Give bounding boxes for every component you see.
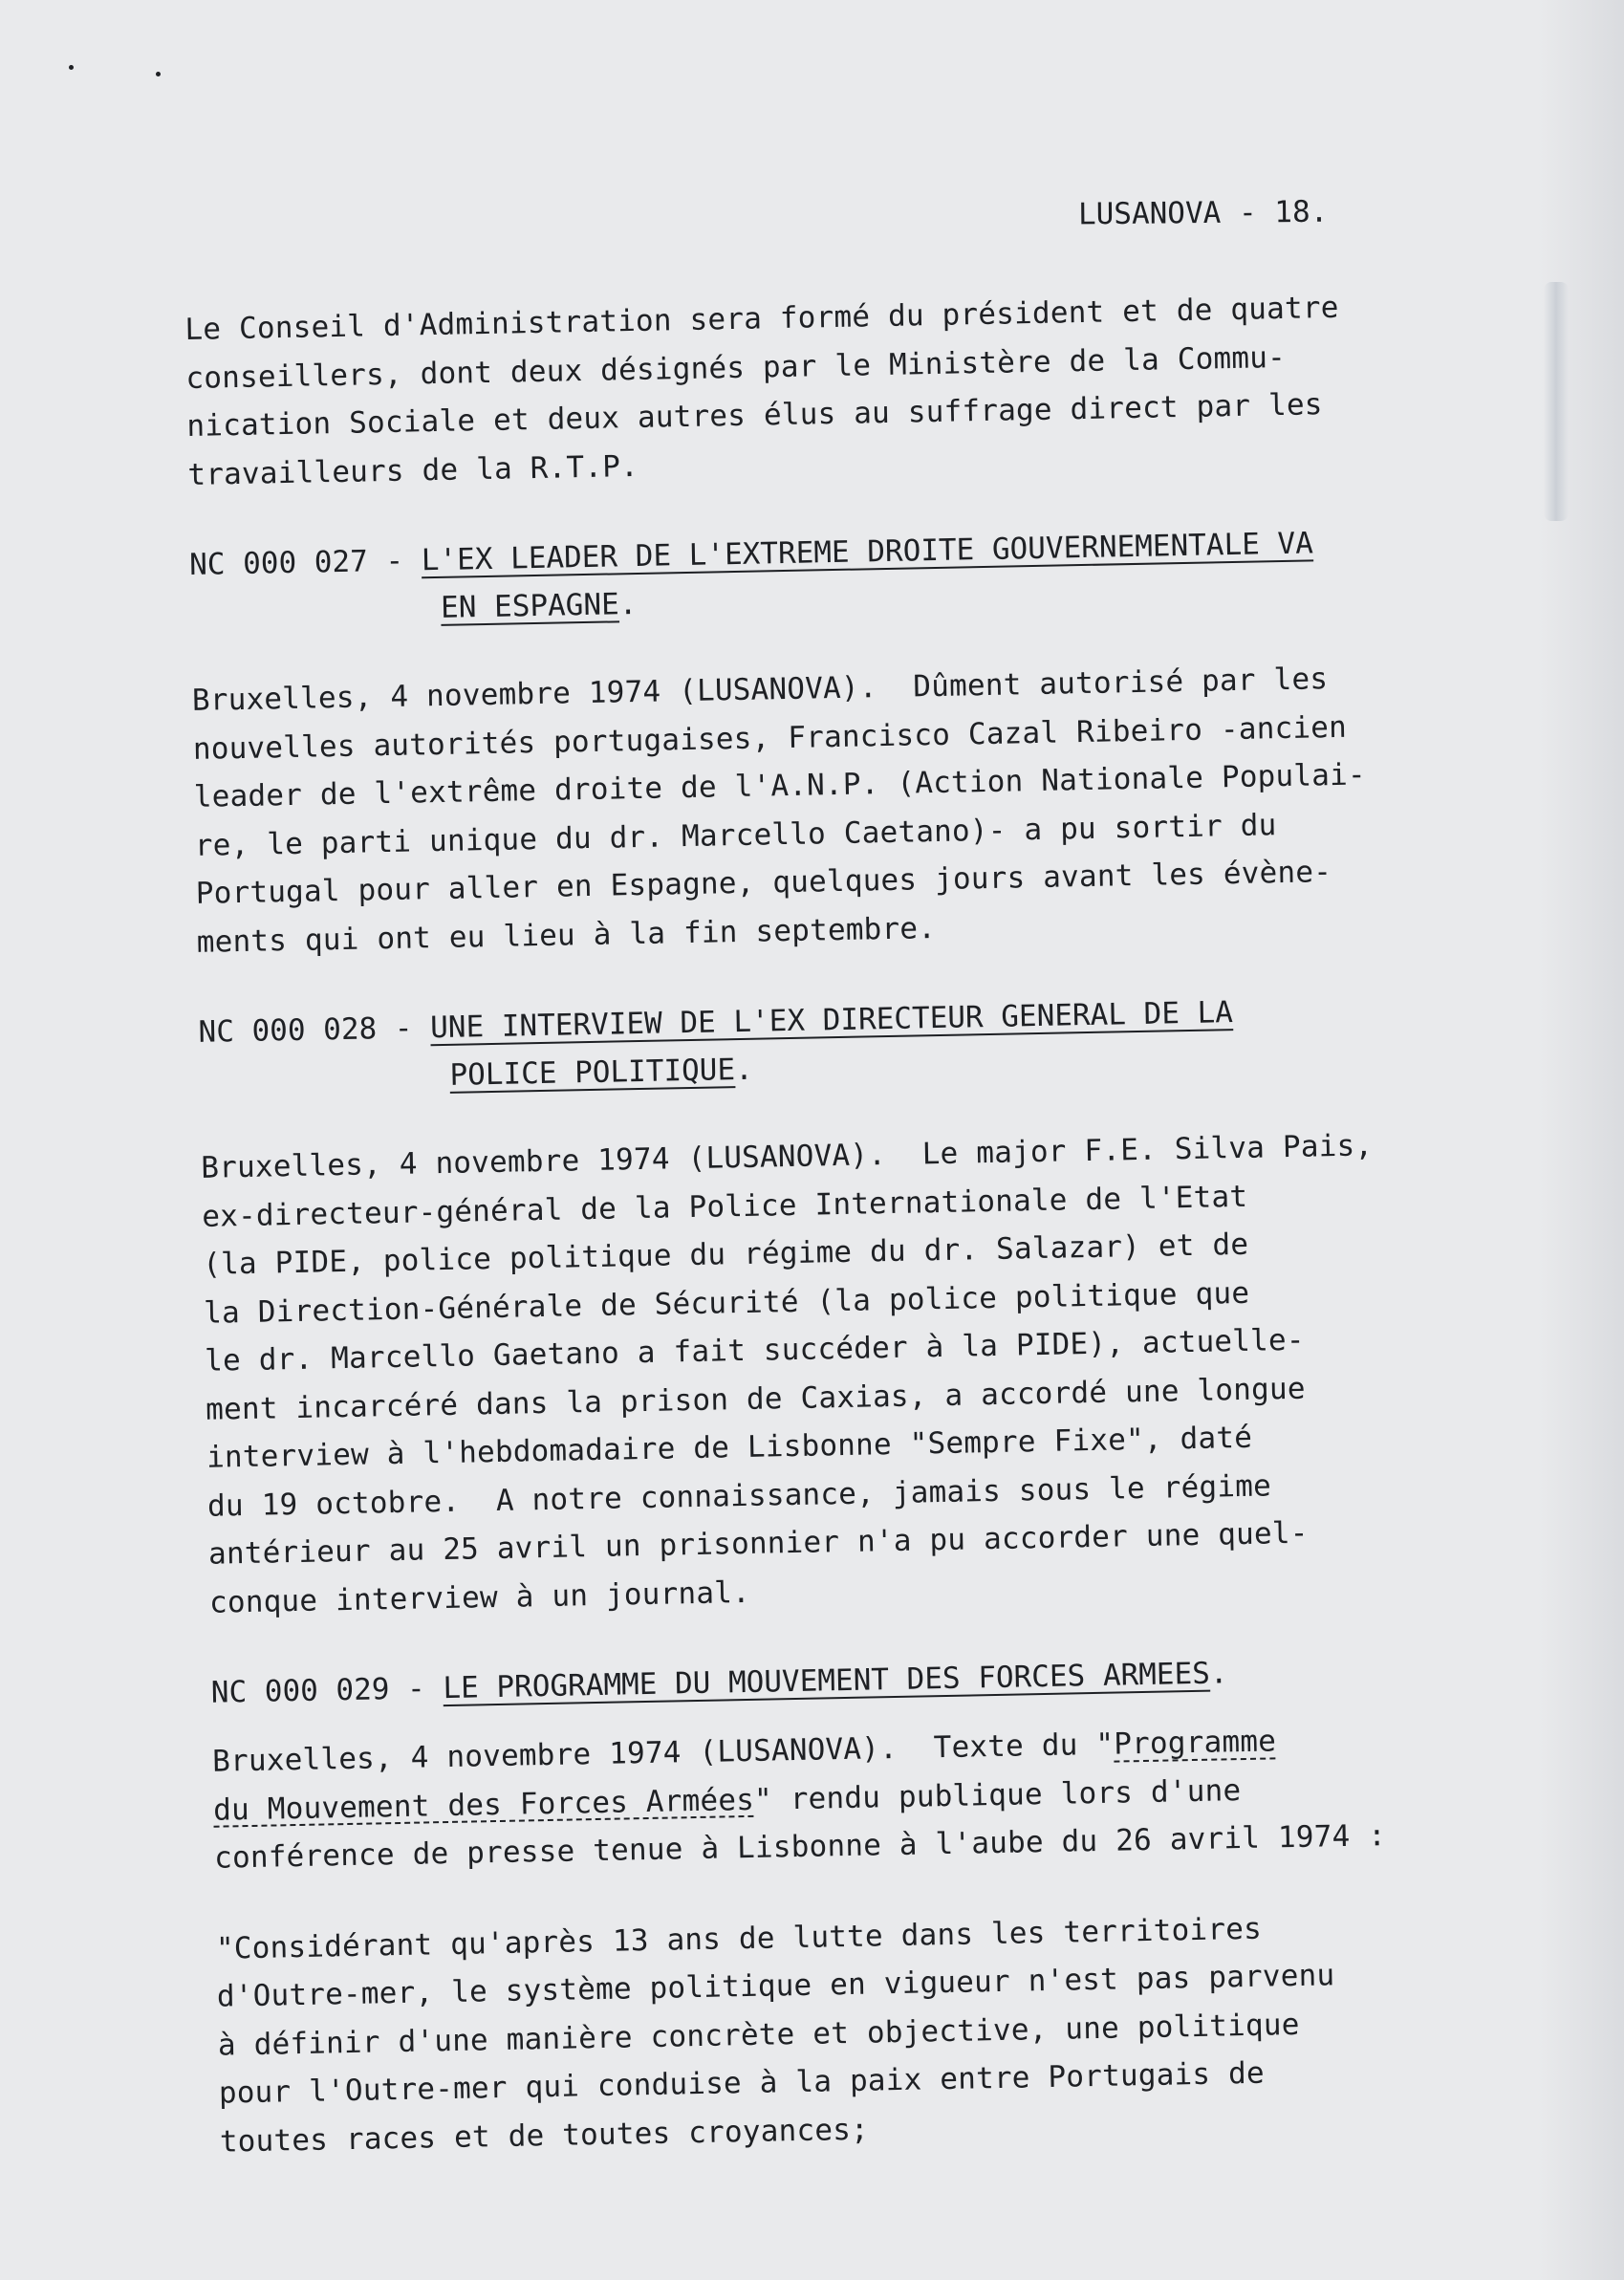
item-title-end: . (1209, 1656, 1228, 1691)
text-line: Bruxelles, 4 novembre 1974 (LUSANOVA). Le major F.E. Silva Pais, (200, 1128, 1374, 1185)
text-line: d'Outre-mer, le système politique en vigueur n'est pas parvenu (216, 1958, 1335, 2014)
text-line: antérieur au 25 avril un prisonnier n'a pu accorder une quel- (207, 1515, 1309, 1572)
item-code: NC 000 027 - (188, 543, 422, 582)
item-code: NC 000 029 - (210, 1671, 444, 1710)
item-title-continued: POLICE POLITIQUE (449, 1053, 736, 1093)
text-line: ment incarcéré dans la prison de Caxias, a accordé une longue (205, 1371, 1306, 1427)
text-fragment-underlined: du Mouvement des Forces Armées (212, 1782, 755, 1828)
text-line: travailleurs de la R.T.P. (187, 448, 639, 492)
text-line: Le Conseil d'Administration sera formé du président et de quatre (184, 290, 1339, 347)
text-line: re, le parti unique du dr. Marcello Caetano)- a pu sortir du (194, 807, 1277, 863)
text-line: toutes races et de toutes croyances; (219, 2112, 870, 2160)
item-title: LE PROGRAMME DU MOUVEMENT DES FORCES ARMEES (443, 1656, 1211, 1706)
article-nc-000-029 (212, 1713, 1496, 1882)
text-fragment-underlined: Programme (1113, 1724, 1277, 1762)
quoted-programme-text (216, 1900, 1502, 2165)
item-title-end: . (618, 586, 638, 622)
text-line: du 19 octobre. A notre connaissance, jamais sous le régime (206, 1467, 1272, 1524)
item-title: L'EX LEADER DE L'EXTREME DROITE GOUVERNEMENTALE VA (421, 526, 1314, 578)
document-body (184, 281, 1502, 2207)
item-code: NC 000 028 - (198, 1010, 431, 1050)
text-line: nouvelles autorités portugaises, Francisco Cazal Ribeiro -ancien (192, 709, 1348, 767)
page-reference: LUSANOVA - 18. (1077, 194, 1329, 232)
item-title: UNE INTERVIEW DE L'EX DIRECTEUR GENERAL DE LA (429, 995, 1234, 1046)
scan-margin-mark (1544, 282, 1569, 521)
heading-nc-000-029 (210, 1644, 1492, 1717)
text-line: à définir d'une manière concrète et objective, une politique (217, 2007, 1300, 2063)
text-line: la Direction-Générale de Sécurité (la police politique que (203, 1275, 1250, 1331)
item-title-continued: EN ESPAGNE (440, 587, 620, 625)
text-line: ex-directeur-général de la Police Internationale de l'Etat (201, 1179, 1248, 1234)
text-line: leader de l'extrême droite de l'A.N.P. (Action Nationale Populai- (193, 757, 1367, 814)
text-line: "Considérant qu'après 13 ans de lutte dans les territoires (215, 1911, 1263, 1966)
text-line: Portugal pour aller en Espagne, quelques jours avant les évène- (195, 855, 1332, 911)
article-nc-000-028 (201, 1119, 1490, 1627)
text-line: conque interview à un journal. (208, 1574, 751, 1620)
text-fragment: " rendu publique lors d'une (753, 1772, 1242, 1817)
text-line: le dr. Marcello Gaetano a fait succéder à la PIDE), actuelle- (204, 1322, 1306, 1379)
heading-nc-000-028 (198, 984, 1481, 1104)
scan-speck (156, 72, 161, 76)
text-line: nication Sociale et deux autres élus au suffrage direct par les (186, 387, 1323, 444)
paragraph-conseil (184, 281, 1469, 499)
text-line: (la PIDE, police politique du régime du dr. Salazar) et de (202, 1227, 1249, 1282)
scan-speck (69, 65, 74, 70)
text-line: pour l'Outre-mer qui conduise à la paix entre Portugais de (218, 2055, 1266, 2111)
item-title-end: . (734, 1052, 754, 1088)
text-line: conseillers, dont deux désignés par le Ministère de la Commu- (185, 339, 1287, 396)
text-line: interview à l'hebdomadaire de Lisbonne "Sempre Fixe", daté (206, 1420, 1253, 1475)
text-fragment: Bruxelles, 4 novembre 1974 (LUSANOVA). Texte du " (211, 1726, 1115, 1779)
heading-nc-000-027 (189, 516, 1472, 637)
text-line: Bruxelles, 4 novembre 1974 (LUSANOVA). Dûment autorisé par les (191, 662, 1329, 718)
text-line: conférence de presse tenue à Lisbonne à l'aube du 26 avril 1974 : (213, 1818, 1387, 1876)
article-nc-000-027 (191, 652, 1478, 966)
text-line: ments qui ont eu lieu à la fin septembre. (196, 910, 937, 960)
